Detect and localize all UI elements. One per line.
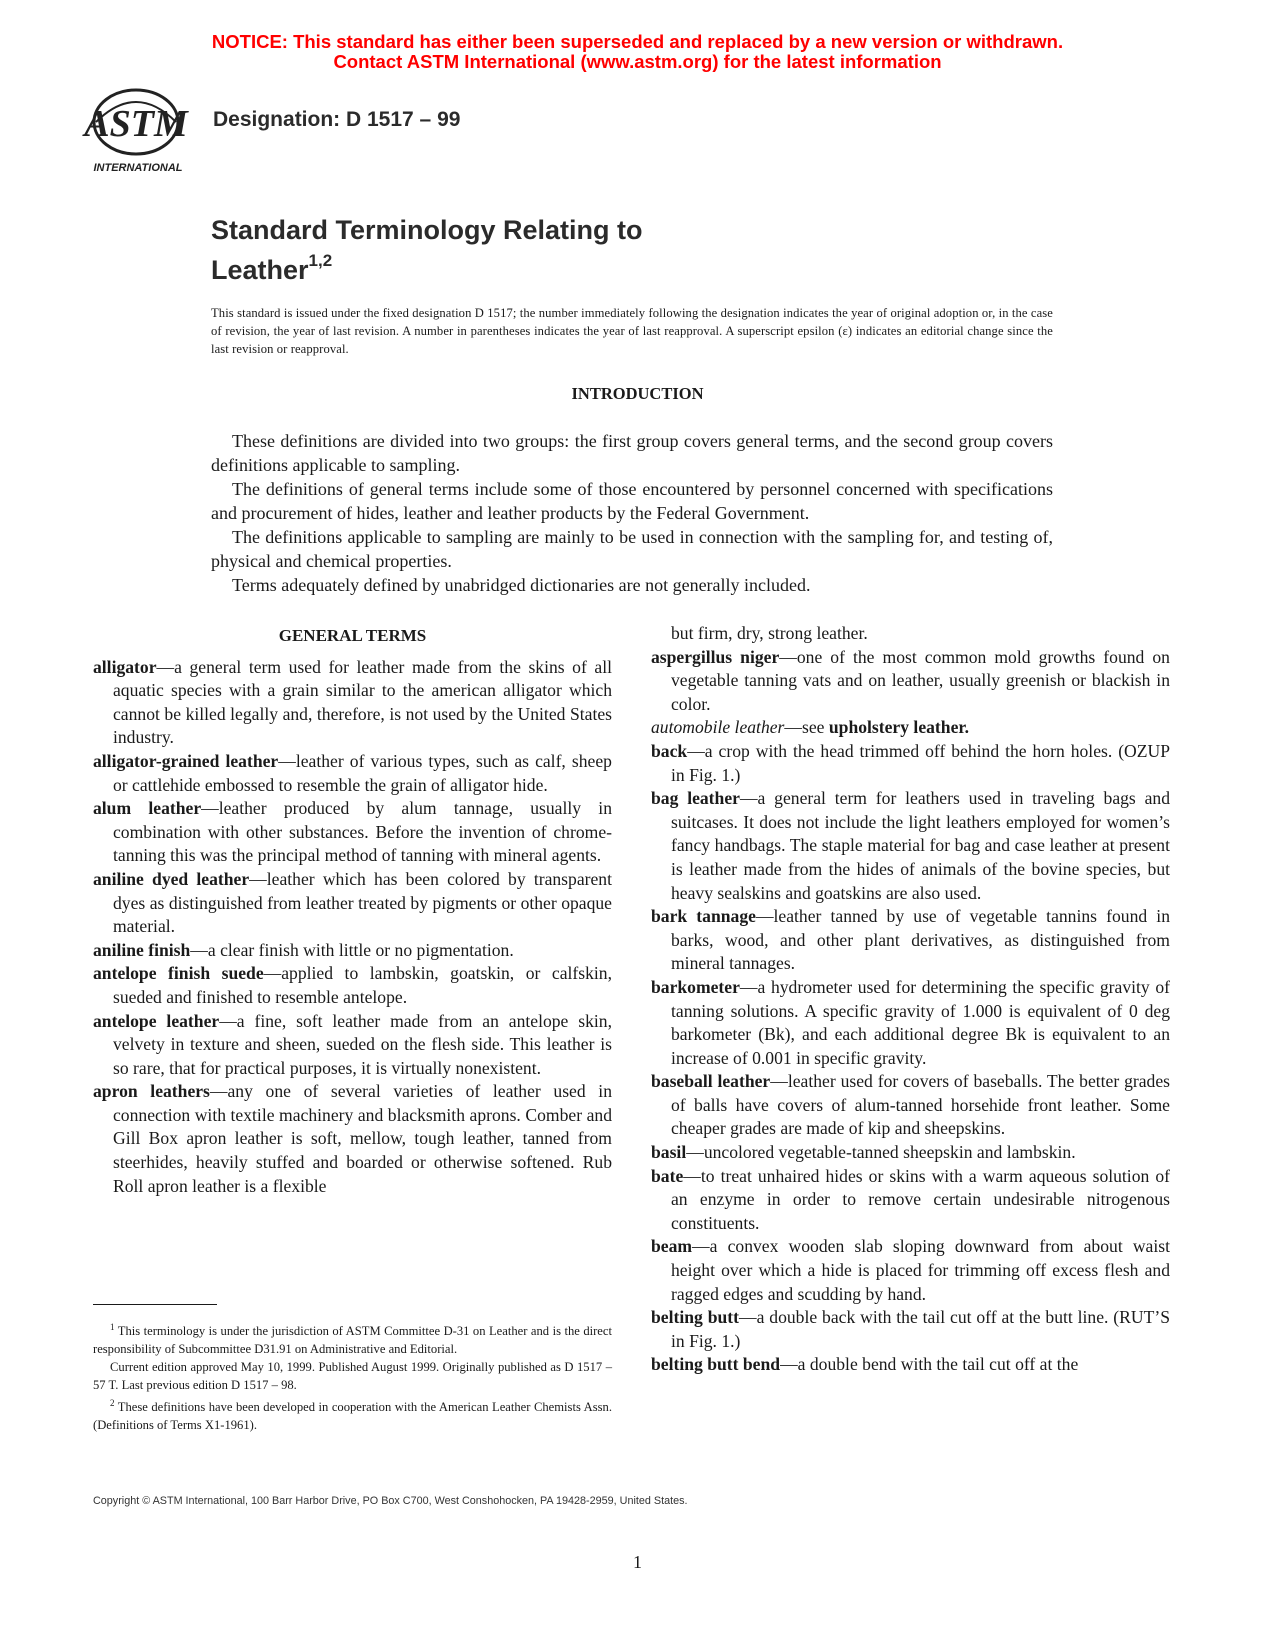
term: alligator-grained leather [93, 750, 279, 771]
term: belting butt bend [651, 1354, 781, 1375]
definition-entry [651, 646, 1170, 717]
definition-entry [651, 976, 1170, 1070]
definition-entry [651, 905, 1170, 976]
page-title [211, 214, 643, 287]
term: bag leather [651, 788, 740, 809]
definition: —leather of various types, such as calf, sheep or cattlehide embossed to resemble the grain of alligator hide. [113, 750, 612, 795]
definition: —one of the most common mold growths found on vegetable tanning vats and on leather, usually greenish or blackish in color. [671, 646, 1170, 714]
definition-entry [93, 962, 612, 1009]
definition-entry [651, 740, 1170, 787]
logo-wordmark: ASTM [84, 103, 188, 145]
copyright-line: Copyright © ASTM International, 100 Barr Harbor Drive, PO Box C700, West Conshohocken, PA 19428-2959, United States. [93, 1495, 688, 1507]
definition-entry [651, 716, 1170, 740]
definition-entry [651, 1165, 1170, 1236]
definition: —to treat unhaired hides or skins with a warm aqueous solution of an enzyme in order to remove certain undesirable nitrogenous constituents. [671, 1165, 1170, 1233]
definition: —a convex wooden slab sloping downward from about waist height over which a hide is placed for trimming off excess flesh and ragged edges and scudding by hand. [671, 1236, 1170, 1304]
title-footnote-marks: 1,2 [308, 251, 333, 270]
title-line-2 [211, 247, 643, 287]
definition: —leather produced by alum tannage, usually in combination with other substances. Before the invention of chrome-tanning this was the principal method of tanning with mineral agents. [113, 798, 612, 866]
term: barkometer [651, 976, 740, 997]
introduction [211, 429, 1053, 597]
title-line-1: Standard Terminology Relating to [211, 215, 643, 245]
term: antelope leather [93, 1010, 220, 1031]
intro-paragraph: The definitions applicable to sampling are mainly to be used in connection with the sampling for, and testing of, physical and chemical properties. [211, 527, 1053, 571]
definition: —applied to lambskin, goatskin, or calfskin, sueded and finished to resemble antelope. [113, 963, 612, 1007]
definition-entry [651, 1235, 1170, 1306]
definition: —a clear finish with little or no pigmentation. [190, 939, 514, 960]
footnote-text: Current edition approved May 10, 1999. Published August 1999. Originally published as D 1517 – 57 T. Last previous edition D 1517 – 98. [93, 1360, 612, 1393]
definitions-column-right [651, 622, 1170, 1377]
term: back [651, 740, 688, 761]
general-terms-heading: GENERAL TERMS [278, 626, 427, 645]
introduction-heading: INTRODUCTION [571, 384, 704, 403]
intro-paragraph: Terms adequately defined by unabridged dictionaries are not generally included. [232, 575, 811, 595]
definition-entry [93, 1010, 612, 1081]
title-word: Leather [211, 255, 309, 285]
footnote [93, 1394, 612, 1434]
footnote-mark: 1 [110, 1322, 115, 1332]
definition: —a double back with the tail cut off at the butt line. (RUT’S in Fig. 1.) [671, 1307, 1171, 1351]
definition-entry [93, 1080, 612, 1198]
withdrawn-notice [0, 32, 1275, 72]
footnotes [93, 1318, 612, 1434]
footnote-mark: 2 [110, 1398, 115, 1409]
definitions-column-left [93, 622, 612, 1198]
term: alum leather [93, 798, 202, 819]
definition-entry [651, 1141, 1170, 1165]
footnote-text: These definitions have been developed in cooperation with the American Leather Chemists Assn. (Definitions of Terms X1-1961). [93, 1400, 613, 1433]
term: belting butt [651, 1307, 739, 1328]
notice-line-2: Contact ASTM International (www.astm.org) for the latest information [333, 51, 942, 72]
notice-line-1: NOTICE: This standard has either been superseded and replaced by a new version or withdrawn. [211, 31, 1064, 52]
term: aniline finish [93, 939, 191, 960]
definition: —a double bend with the tail cut off at the [780, 1354, 1079, 1375]
definition-entry [93, 868, 612, 939]
definition-entry [651, 1353, 1170, 1377]
definition: —leather used for covers of baseballs. The better grades of balls have covers of alum-tanned horsehide front leather. Some cheaper grades are made of kip and sheepskins. [671, 1071, 1171, 1139]
definition: —leather which has been colored by transparent dyes as distinguished from leather treated by pigments or other opaque material. [113, 868, 612, 937]
definition: —a hydrometer used for determining the specific gravity of tanning solutions. A specific gravity of 1.000 is equivalent of 0 deg barkometer (Bk), and each additional degree Bk is equivalent to an increase of 0.001 in specific gravity. [671, 976, 1170, 1068]
term: basil [651, 1142, 687, 1163]
page-number: 1 [633, 1552, 642, 1572]
logo-subtitle: INTERNATIONAL [93, 162, 183, 174]
term: automobile leather [651, 717, 785, 738]
term: bark tannage [651, 906, 756, 927]
term: alligator [93, 656, 157, 677]
definition: —a fine, soft leather made from an antelope skin, velvety in texture and sheen, sueded on the flesh side. This leather is so rare, that for practical purposes, it is virtually nonexistent. [113, 1010, 612, 1078]
definition: —a general term for leathers used in traveling bags and suitcases. It does not include the light leathers employed for women’s fancy handbags. The staple material for bag and case leather at present is leather made from the hides of animals of the bovine species, but heavy sealskins and goatskins are also used. [671, 788, 1170, 903]
term: apron leathers [93, 1081, 210, 1102]
definition-entry [93, 750, 612, 797]
designation: Designation: D 1517 – 99 [213, 108, 461, 131]
footnote-divider [93, 1304, 217, 1305]
definition-continuation: but firm, dry, strong leather. [671, 623, 868, 643]
intro-paragraph: The definitions of general terms include some of those encountered by personnel concerned with specifications and procurement of hides, leather and leather products by the Federal Government. [211, 479, 1053, 523]
definition-entry [651, 1306, 1170, 1353]
term: beam [651, 1236, 693, 1257]
definition: —a crop with the head trimmed off behind the horn holes. (OZUP in Fig. 1.) [671, 740, 1170, 785]
definition: —leather tanned by use of vegetable tannins found in barks, wood, and other plant derivatives, as distinguished from mineral tannages. [671, 906, 1170, 974]
footnote [93, 1358, 612, 1394]
astm-logo [78, 86, 196, 178]
definition-entry [651, 1070, 1170, 1141]
footnote [93, 1318, 612, 1358]
term: aspergillus niger [651, 646, 780, 667]
term: baseball leather [651, 1071, 771, 1092]
definition-entry [651, 787, 1170, 905]
intro-paragraph: These definitions are divided into two groups: the first group covers general terms, and the second group covers definitions applicable to sampling. [211, 431, 1053, 475]
term: aniline dyed leather [93, 868, 250, 889]
footnote-text: This terminology is under the jurisdiction of ASTM Committee D-31 on Leather and is the direct responsibility of Subcommittee D31.91 on Administrative and Editorial. [93, 1324, 612, 1357]
definition: —any one of several varieties of leather used in connection with textile machinery and blacksmith aprons. Comber and Gill Box apron leather is soft, mellow, tough leather, tanned from steerhides, heavily stuffed and boarded or otherwise softened. Rub Roll apron leather is a flexible [113, 1081, 612, 1196]
definition: —see [784, 717, 829, 738]
definition: —uncolored vegetable-tanned sheepskin and lambskin. [686, 1142, 1076, 1163]
term: antelope finish suede [93, 963, 264, 984]
cross-reference: upholstery leather. [828, 717, 969, 738]
definition-entry [93, 797, 612, 868]
definition-entry [93, 939, 612, 963]
definition: —a general term used for leather made from the skins of all aquatic species with a grain similar to the american alligator which cannot be killed legally and, therefore, is not used by the United States industry. [113, 656, 612, 748]
definition-entry [93, 656, 612, 750]
term: bate [651, 1165, 684, 1186]
issuance-note: This standard is issued under the fixed designation D 1517; the number immediately following the designation indicates the year of original adoption or, in the case of revision, the year of last revision. A number in parentheses indicates the year of last reapproval. A superscript epsilon (ε) indicates an editorial change since the last revision or reapproval. [211, 306, 1053, 356]
